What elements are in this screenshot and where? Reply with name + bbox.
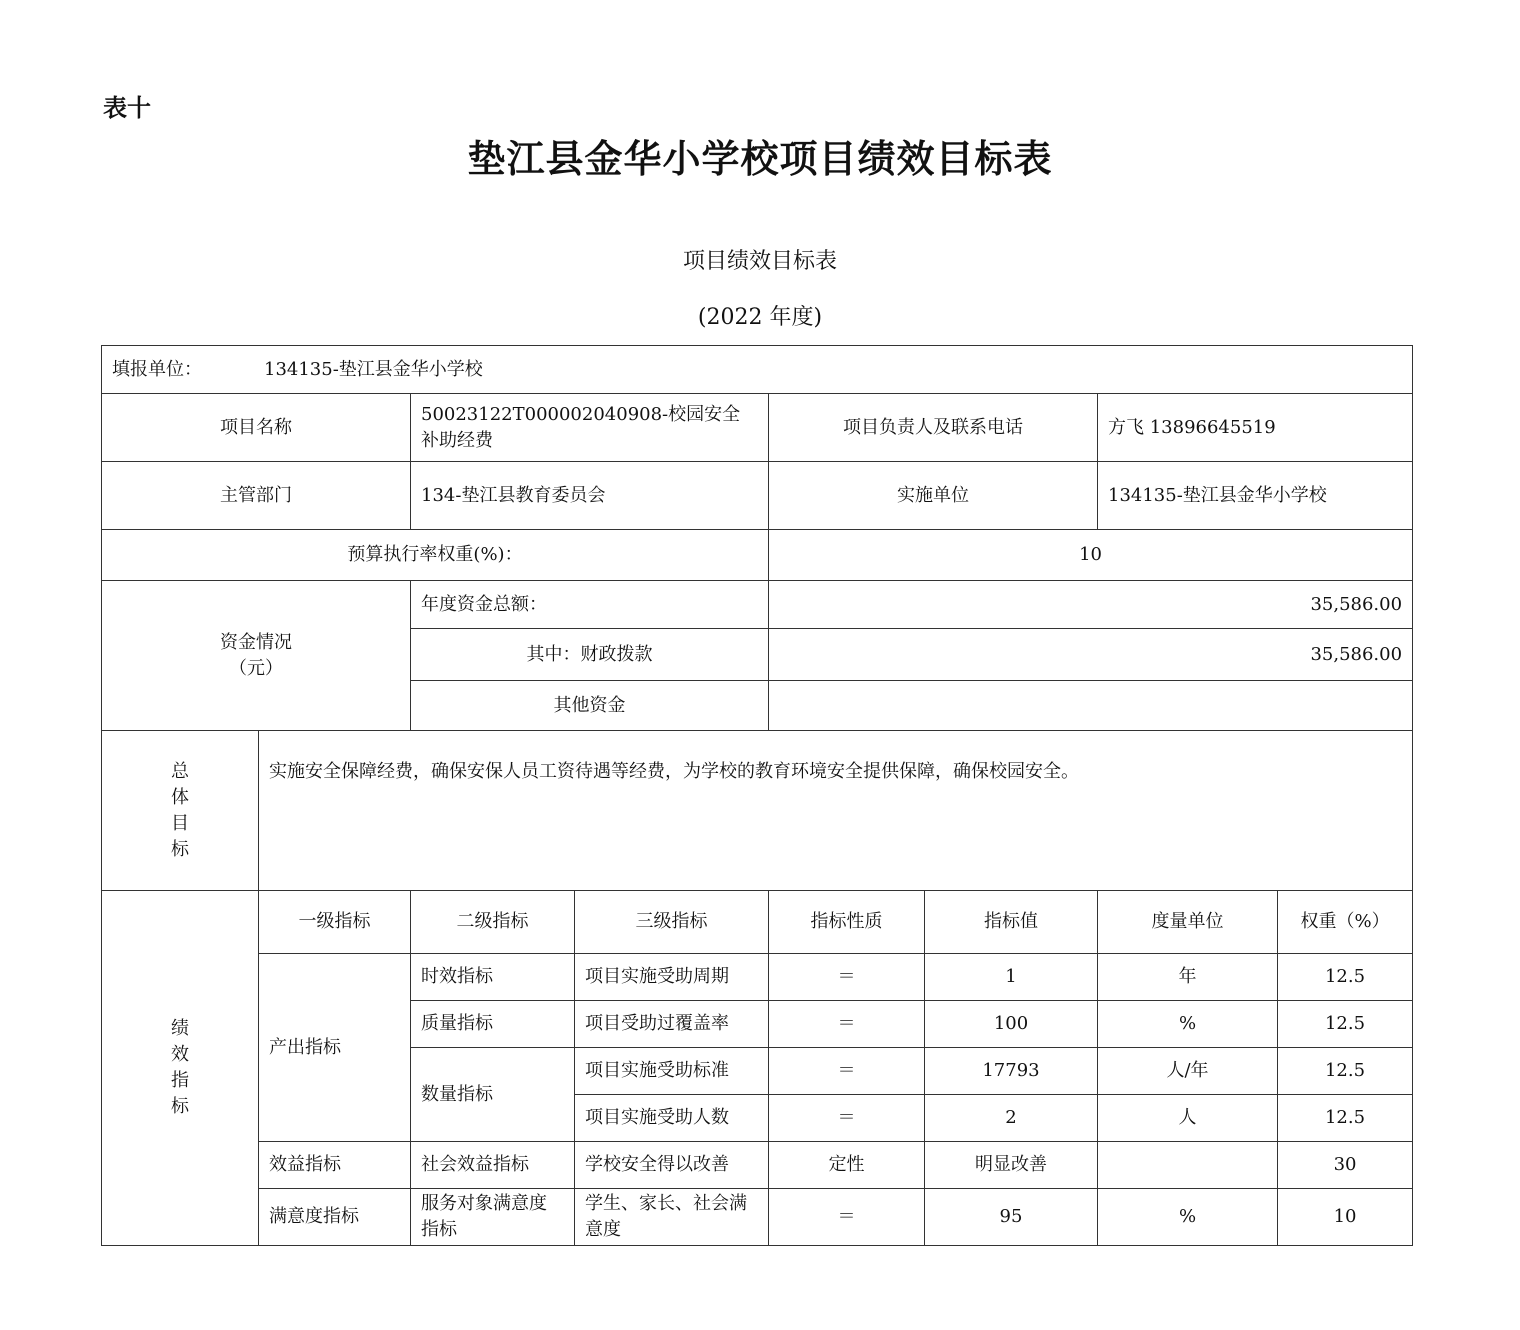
reporting-unit-cell bbox=[102, 346, 1413, 394]
indicator-section-label bbox=[102, 891, 259, 1246]
indicator-unit: 年 bbox=[1098, 954, 1278, 1001]
indicator-value: 1 bbox=[925, 954, 1098, 1001]
overall-goal-label bbox=[102, 731, 259, 891]
project-name-row bbox=[102, 394, 1413, 462]
budget-rate-label: 预算执行率权重(%)： bbox=[102, 530, 769, 581]
table-row bbox=[102, 954, 1413, 1001]
year-title: (2022 年度) bbox=[697, 305, 823, 330]
implementing-unit-value: 134135-垫江县金华小学校 bbox=[1098, 462, 1413, 530]
indicator-weight: 12.5 bbox=[1278, 1001, 1413, 1048]
indicator-char: 效 bbox=[171, 1044, 189, 1065]
funds-label-line2: （元） bbox=[229, 657, 283, 679]
level3-indicator: 学校安全得以改善 bbox=[575, 1142, 769, 1189]
indicator-value: 明显改善 bbox=[925, 1142, 1098, 1189]
table-number-label: 表十 bbox=[103, 94, 151, 122]
project-manager-value: 方飞 13896645519 bbox=[1098, 394, 1413, 462]
funds-label bbox=[102, 581, 411, 731]
table-row bbox=[102, 1189, 1413, 1246]
indicator-nature: 定性 bbox=[769, 1142, 925, 1189]
performance-target-table bbox=[101, 345, 1413, 1246]
indicator-nature: ＝ bbox=[769, 1048, 925, 1095]
indicator-value: 17793 bbox=[925, 1048, 1098, 1095]
indicator-char: 标 bbox=[171, 1096, 189, 1117]
indicator-value: 2 bbox=[925, 1095, 1098, 1142]
overall-goal-text: 实施安全保障经费，确保安保人员工资待遇等经费，为学校的教育环境安全提供保障，确保校园安全。 bbox=[259, 731, 1413, 891]
header-value: 指标值 bbox=[925, 891, 1098, 954]
project-manager-label: 项目负责人及联系电话 bbox=[769, 394, 1098, 462]
main-title: 垫江县金华小学校项目绩效目标表 bbox=[467, 136, 1053, 181]
indicator-value: 100 bbox=[925, 1001, 1098, 1048]
level3-indicator: 学生、家长、社会满意度 bbox=[575, 1189, 769, 1246]
indicator-weight: 10 bbox=[1278, 1189, 1413, 1246]
indicator-weight: 30 bbox=[1278, 1142, 1413, 1189]
indicator-char: 绩 bbox=[171, 1018, 189, 1039]
quality-indicator-label: 质量指标 bbox=[411, 1001, 575, 1048]
funds-fiscal-value: 35,586.00 bbox=[769, 629, 1413, 681]
department-row bbox=[102, 462, 1413, 530]
funds-total-label: 年度资金总额： bbox=[411, 581, 769, 629]
budget-rate-value: 10 bbox=[769, 530, 1413, 581]
level3-indicator: 项目实施受助周期 bbox=[575, 954, 769, 1001]
funds-other-label: 其他资金 bbox=[411, 681, 769, 731]
indicator-value: 95 bbox=[925, 1189, 1098, 1246]
indicator-weight: 12.5 bbox=[1278, 1048, 1413, 1095]
funds-total-value: 35,586.00 bbox=[769, 581, 1413, 629]
header-level2: 二级指标 bbox=[411, 891, 575, 954]
level3-indicator: 项目受助过覆盖率 bbox=[575, 1001, 769, 1048]
header-level3: 三级指标 bbox=[575, 891, 769, 954]
indicator-weight: 12.5 bbox=[1278, 1095, 1413, 1142]
goal-char: 标 bbox=[171, 838, 189, 860]
level3-indicator: 项目实施受助人数 bbox=[575, 1095, 769, 1142]
indicator-nature: ＝ bbox=[769, 1095, 925, 1142]
satisfaction-indicator-label: 满意度指标 bbox=[259, 1189, 411, 1246]
level2-indicator: 社会效益指标 bbox=[411, 1142, 575, 1189]
indicator-nature: ＝ bbox=[769, 954, 925, 1001]
header-level1: 一级指标 bbox=[259, 891, 411, 954]
funds-label-line1: 资金情况 bbox=[220, 631, 292, 653]
table-row bbox=[102, 1142, 1413, 1189]
reporting-unit-value: 134135-垫江县金华小学校 bbox=[264, 358, 483, 380]
budget-rate-row bbox=[102, 530, 1413, 581]
department-value: 134-垫江县教育委员会 bbox=[411, 462, 769, 530]
indicator-nature: ＝ bbox=[769, 1001, 925, 1048]
level3-indicator: 项目实施受助标准 bbox=[575, 1048, 769, 1095]
header-unit: 度量单位 bbox=[1098, 891, 1278, 954]
indicator-unit: 人/年 bbox=[1098, 1048, 1278, 1095]
overall-goal-row bbox=[102, 731, 1413, 891]
sub-title: 项目绩效目标表 bbox=[682, 249, 837, 274]
benefit-indicator-label: 效益指标 bbox=[259, 1142, 411, 1189]
implementing-unit-label: 实施单位 bbox=[769, 462, 1098, 530]
indicator-unit: % bbox=[1098, 1001, 1278, 1048]
indicator-char: 指 bbox=[171, 1070, 189, 1091]
quantity-indicator-label: 数量指标 bbox=[411, 1048, 575, 1142]
level2-indicator: 服务对象满意度指标 bbox=[411, 1189, 575, 1246]
funds-fiscal-label: 其中：财政拨款 bbox=[411, 629, 769, 681]
indicator-header-row bbox=[102, 891, 1413, 954]
output-indicator-label: 产出指标 bbox=[259, 954, 411, 1142]
project-name-value: 50023122T000002040908-校园安全补助经费 bbox=[411, 394, 769, 462]
project-name-label: 项目名称 bbox=[102, 394, 411, 462]
reporting-unit-label: 填报单位： bbox=[112, 358, 202, 380]
funds-total-row bbox=[102, 581, 1413, 629]
timeliness-indicator-label: 时效指标 bbox=[411, 954, 575, 1001]
header-nature: 指标性质 bbox=[769, 891, 925, 954]
department-label: 主管部门 bbox=[102, 462, 411, 530]
goal-char: 体 bbox=[171, 786, 189, 808]
goal-char: 总 bbox=[171, 760, 189, 782]
indicator-nature: ＝ bbox=[769, 1189, 925, 1246]
header-weight: 权重（%） bbox=[1278, 891, 1413, 954]
funds-other-value bbox=[769, 681, 1413, 731]
reporting-unit-row bbox=[102, 346, 1413, 394]
goal-char: 目 bbox=[171, 812, 189, 834]
indicator-unit: % bbox=[1098, 1189, 1278, 1246]
indicator-unit bbox=[1098, 1142, 1278, 1189]
indicator-weight: 12.5 bbox=[1278, 954, 1413, 1001]
indicator-unit: 人 bbox=[1098, 1095, 1278, 1142]
